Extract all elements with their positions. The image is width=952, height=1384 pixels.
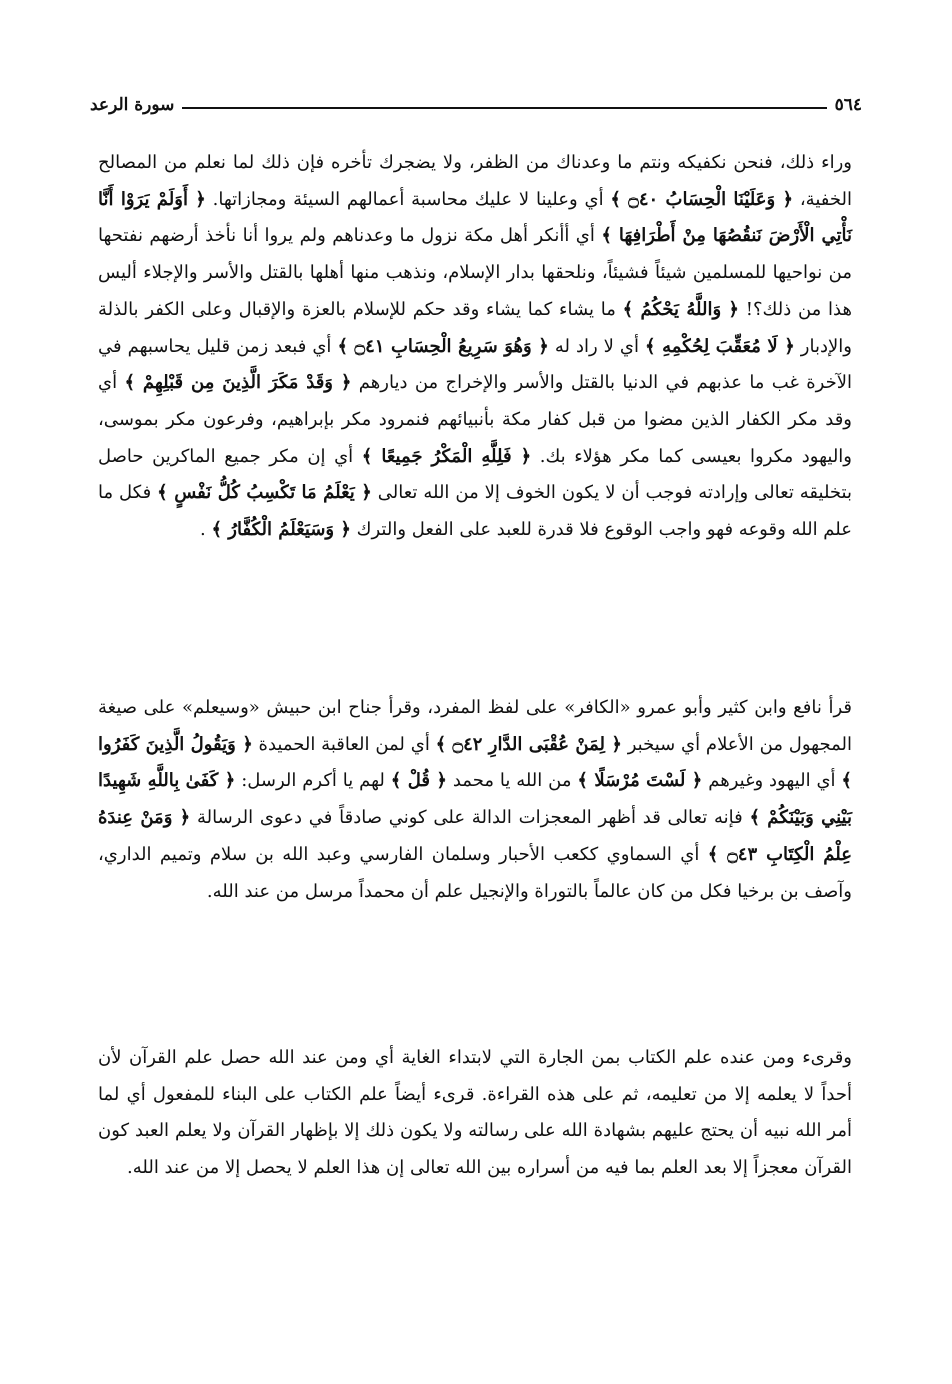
tafsir-paragraph-3 — [98, 1040, 852, 1187]
tafsir-text: أي وعلينا لا عليك محاسبة أعمالهم السيئة ومجازاتها. — [212, 188, 604, 210]
tafsir-text: أي أأنكر أهل مكة نزول ما وعدناهم ولم يروا أنا نأخذ أرضهم نفتحها من نواحيها للمسلمين شيئاً فشيئاً، ونلحقها بدار الإسلام، ونذهب منها أهلها بالقتل والأسر والإجلاء أليس هذا من ذلك؟! — [98, 225, 852, 320]
tafsir-text: أي اليهود وغيرهم — [708, 770, 836, 792]
quran-verse: ﴿ وَسَيَعْلَمُ الْكُفَّارُ ﴾ — [211, 519, 351, 541]
tafsir-text: أي إن مكر جميع الماكرين حاصل بتخليقه تعالى وإرادته فوجب أن لا يكون الخوف إلا من الله تعالى — [98, 445, 852, 504]
tafsir-paragraph-1 — [98, 145, 852, 549]
tafsir-text: أي فبعد زمن قليل يحاسبهم في الآخرة غب ما عذبهم في الدنيا بالقتل والأسر والإخراج من ديارهم — [98, 335, 852, 394]
tafsir-text: ما يشاء كما يشاء وقد حكم للإسلام بالعزة والإقبال وعلى الكفر بالذلة والإدبار — [98, 298, 852, 357]
tafsir-text: فكل ما علم الله وقوعه فهو واجب الوقوع فلا قدرة للعبد على الفعل والترك — [98, 482, 852, 541]
tafsir-text: من الله يا محمد — [452, 770, 572, 792]
tafsir-text: . — [200, 519, 206, 541]
tafsir-text: لهم يا أكرم الرسل: — [241, 770, 385, 792]
quran-verse: ﴿ وَيَقُولُ الَّذِينَ كَفَرُوا ﴾ — [98, 733, 852, 792]
header-rule — [182, 107, 826, 109]
quran-verse: ﴿ قُلْ ﴾ — [390, 770, 447, 792]
quran-verse: ﴿ وَقَدْ مَكَرَ الَّذِينَ مِن قَبْلِهِمْ ﴾ — [124, 372, 352, 394]
tafsir-text: وقرىء ومن عنده علم الكتاب بمن الجارة التي لابتداء الغاية أي ومن عند الله حصل علم القرآن لأن أحداً لا يعلمه إلا من تعليمه، ثم على هذه القراءة. قرىء أيضاً علم الكتاب على البناء للمفعول أي لما أمر الله نبيه أن يحتج عليهم بشهادة الله على رسالته ولا يكون ذلك إلا بإظهار القرآن ولا يعلم العبد كون القرآن معجزاً إلا بعد العلم بما فيه من أسراره بين الله تعالى إن هذا العلم لا يحصل إلا من عند الله. — [98, 1047, 852, 1179]
quran-verse: ﴿ وَمَنْ عِندَهُ عِلْمُ الْكِتَابِ ۝٤٣ ﴾ — [98, 807, 852, 865]
quran-verse: ﴿ وَهُوَ سَرِيعُ الْحِسَابِ ۝٤١ ﴾ — [337, 335, 549, 357]
quran-verse: ﴿ لَسْتَ مُرْسَلًا ﴾ — [577, 770, 703, 792]
quran-verse: ﴿ لَا مُعَقِّبَ لِحُكْمِهِ ﴾ — [645, 335, 795, 357]
page-number: ٥٦٤ — [834, 95, 862, 115]
quran-verse: ﴿ وَعَلَيْنَا الْحِسَابُ ۝٤٠ ﴾ — [610, 188, 794, 210]
tafsir-text: أي لمن العاقبة الحميدة — [258, 733, 430, 755]
tafsir-text: وراء ذلك، فنحن نكفيكه ونتم ما وعدناك من الظفر، ولا يضجرك تأخره فإن ذلك لما نعلم من المصالح الخفية، — [98, 152, 852, 210]
quran-verse: ﴿ يَعْلَمُ مَا تَكْسِبُ كُلُّ نَفْسٍ ﴾ — [157, 482, 372, 504]
quran-verse: ﴿ كَفَىٰ بِاللَّهِ شَهِيدًا بَيْنِي وَبَيْنَكُمْ ﴾ — [98, 770, 852, 829]
quran-verse: ﴿ أَوَلَمْ يَرَوْا أَنَّا نَأْتِي الْأَرْضَ نَنقُصُهَا مِنْ أَطْرَافِهَا ﴾ — [98, 188, 852, 247]
surah-title: سورة الرعد — [90, 95, 175, 115]
tafsir-text: أي وقد مكر الكفار الذين مضوا من قبل كفار مكة بأنبيائهم فنمرود مكر بإبراهيم، وفرعون مكر بموسى، واليهود مكروا بعيسى كما مكر هؤلاء بك. — [98, 372, 852, 467]
tafsir-text: أي السماوي ككعب الأحبار وسلمان الفارسي وعبد الله بن سلام وتميم الداري، وآصف بن برخيا فكل من كان عالماً بالتوراة والإنجيل علم أن محمداً مرسل من عند الله. — [98, 843, 852, 902]
tafsir-text: قرأ نافع وابن كثير وأبو عمرو «الكافر» على لفظ المفرد، وقرأ جناح ابن حبيش «وسيعلم» على صيغة المجهول من الأعلام أي سيخبر — [98, 697, 852, 755]
quran-verse: ﴿ لِمَنْ عُقْبَى الدَّارِ ۝٤٢ ﴾ — [435, 733, 622, 755]
quran-verse: ﴿ فَلِلَّهِ الْمَكْرُ جَمِيعًا ﴾ — [361, 445, 532, 467]
quran-verse: ﴿ وَاللَّهُ يَحْكُمُ ﴾ — [622, 298, 739, 320]
page-header — [90, 88, 862, 114]
tafsir-paragraph-2 — [98, 690, 852, 910]
tafsir-text: فإنه تعالى قد أظهر المعجزات الدالة على كوني صادقاً في دعوى الرسالة — [196, 807, 743, 829]
tafsir-text: أي لا راد له — [554, 335, 640, 357]
